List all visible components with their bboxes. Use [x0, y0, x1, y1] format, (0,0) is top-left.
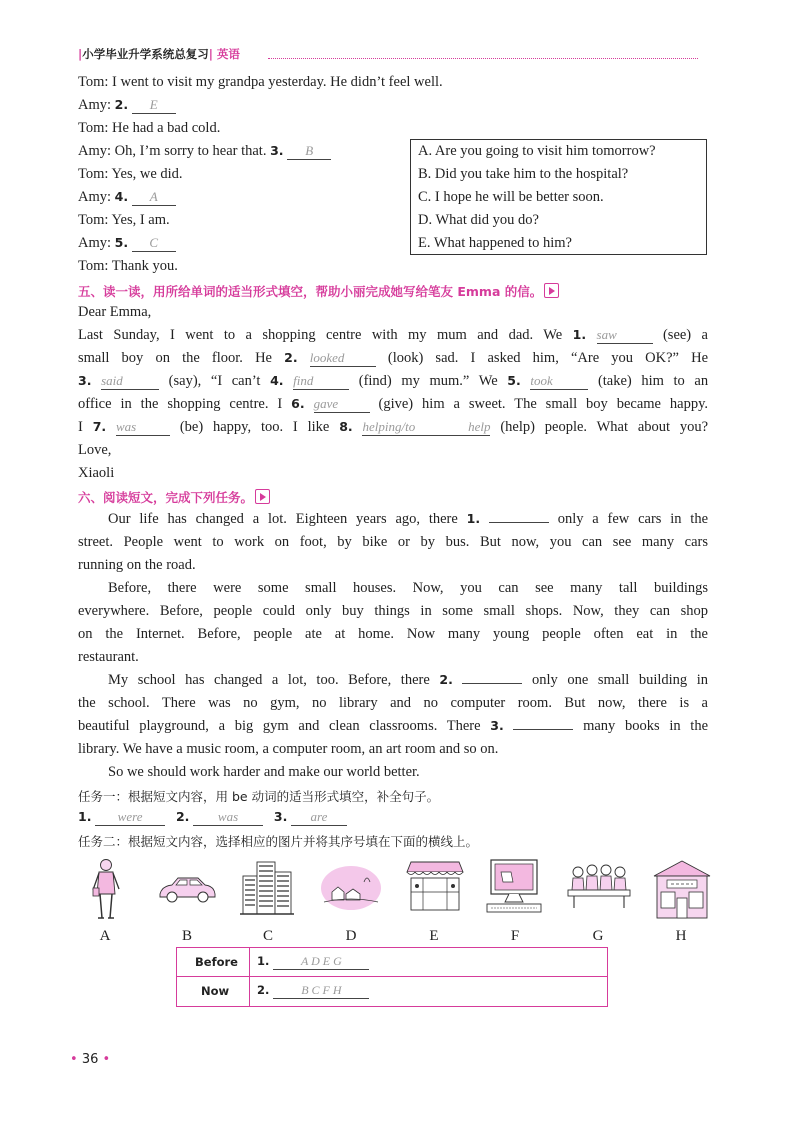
question-number: 4. [114, 189, 129, 204]
dialog-text: I went to visit my grandpa yesterday. He didn’t feel well. [112, 74, 443, 90]
passage-text: many books in the [583, 718, 709, 734]
passage-line [78, 718, 708, 735]
passage-line: Before, there were some small houses. Now, you can see many tall buildings [108, 580, 708, 596]
answer-table [176, 947, 608, 1007]
answer-blank[interactable]: C [132, 235, 176, 252]
letter-text: office in the shopping centre. I [78, 396, 283, 412]
option-e: E. What happened to him? [418, 235, 572, 251]
section-title-text: 六、阅读短文，完成下列任务。 [78, 490, 254, 505]
answer-blank[interactable]: was [193, 809, 263, 826]
letter-line [78, 373, 708, 390]
running-header [78, 46, 240, 62]
answer-blank[interactable]: was [116, 419, 170, 436]
speaker: Tom: [78, 166, 109, 182]
small-shop-picture [403, 858, 467, 919]
passage-line: restaurant. [78, 649, 139, 665]
question-number: 5. [507, 373, 521, 388]
speaker: Tom: [78, 74, 109, 90]
letter-text: small boy on the floor. He [78, 350, 272, 366]
letter-text: (find) my mum.” We [358, 373, 498, 389]
question-number: 3. [78, 373, 92, 388]
letter-text: (help) people. What about you? [500, 419, 709, 435]
passage-line [108, 511, 708, 528]
answer-blank[interactable]: are [291, 809, 347, 826]
small-houses-picture [320, 862, 382, 917]
passage-text: only one small building in [531, 672, 709, 688]
question-number: 8. [339, 419, 353, 434]
dialog-line [78, 235, 176, 252]
answer-blank[interactable] [462, 683, 522, 684]
dialog-line [78, 97, 176, 114]
answer-blank[interactable]: B C F H [273, 983, 369, 999]
picture-label: D [345, 928, 357, 944]
option-a: A. Are you going to visit him tomorrow? [418, 143, 656, 159]
answer-blank[interactable]: saw [597, 327, 653, 344]
answer-blank[interactable] [513, 729, 573, 730]
dialog-text: Yes, we did. [111, 166, 183, 182]
option-c: C. I hope he will be better soon. [418, 189, 604, 205]
header-series: 小学毕业升学系统总复习 [82, 47, 209, 61]
speaker: Amy: [78, 97, 112, 113]
buildings-picture [240, 858, 294, 921]
speaker: Tom: [78, 258, 109, 274]
header-bar: | [78, 47, 83, 61]
play-icon[interactable] [255, 489, 270, 504]
section-6-title [78, 488, 270, 506]
speaker: Amy: [78, 235, 112, 251]
picture-label: E [429, 928, 439, 944]
answer-blank[interactable]: A D E G [273, 954, 369, 970]
picture-label: F [510, 928, 520, 944]
table-row-label: Before [195, 955, 238, 969]
header-divider [268, 58, 698, 59]
person-picture [86, 858, 126, 927]
speaker: Tom: [78, 212, 109, 228]
letter-text: (be) happy, too. I like [179, 419, 330, 435]
question-number: 7. [92, 419, 107, 434]
section-title-text: 五、读一读，用所给单词的适当形式填空，帮助小丽完成她写给笔友 Emma 的信。 [78, 284, 543, 299]
picture-label: C [262, 928, 273, 944]
family-dinner-picture [566, 862, 632, 917]
dialog-line [78, 74, 443, 91]
letter-line [78, 327, 708, 344]
question-number: 3. [270, 143, 284, 158]
question-number: 5. [114, 235, 129, 250]
table-row-answer [257, 983, 369, 999]
answer-blank[interactable]: B [287, 143, 331, 160]
letter-text: Last Sunday, I went to a shopping centre with my mum and dad. We [78, 327, 563, 343]
computer-picture [481, 858, 547, 921]
question-number: 3. [490, 718, 504, 733]
letter-text: (see) a [662, 327, 708, 343]
passage-text: Our life has changed a lot. Eighteen years ago, there [108, 511, 458, 527]
passage-line: running on the road. [78, 557, 196, 573]
answer-blank[interactable]: gave [314, 396, 370, 413]
letter-line [78, 350, 708, 367]
passage-line: the school. There was no gym, no library and no computer room. But now, there is a [78, 695, 708, 711]
table-row-answer [257, 954, 369, 970]
answer-blank[interactable]: find [293, 373, 349, 390]
letter-signature: Xiaoli [78, 465, 115, 481]
passage-line: library. We have a music room, a computer room, an art room and so on. [78, 741, 499, 757]
table-row-label: Now [201, 984, 230, 998]
question-number: 2. [257, 983, 270, 997]
play-icon[interactable] [544, 283, 559, 298]
passage-line [108, 672, 708, 689]
question-number: 4. [270, 373, 284, 388]
passage-line: on the Internet. Before, people ate at home. Now many young people often eat in the [78, 626, 708, 642]
question-number: 1. [257, 954, 270, 968]
picture-label: G [592, 928, 604, 944]
page-number: • 36 • [70, 1052, 111, 1067]
dialog-line [78, 258, 178, 275]
letter-text: (give) him a sweet. The small boy became happy. [378, 396, 709, 412]
header-subject: 英语 [216, 47, 240, 61]
passage-line: everywhere. Before, people could only buy things in some small shops. Now, they can shop [78, 603, 708, 619]
question-number: 2. [175, 809, 190, 824]
passage-text: beautiful playground, a big gym and clean classrooms. There [78, 718, 481, 734]
passage-text: My school has changed a lot, too. Before, there [108, 672, 430, 688]
page-number-text: 36 [81, 1052, 99, 1067]
task-1-answers [78, 809, 347, 826]
option-b: B. Did you take him to the hospital? [418, 166, 629, 182]
question-number: 6. [291, 396, 305, 411]
question-number: 2. [114, 97, 129, 112]
header-bar: | [208, 47, 213, 61]
answer-blank[interactable] [489, 522, 549, 523]
passage-text: only a few cars in the [557, 511, 709, 527]
speaker: Amy: [78, 143, 112, 159]
letter-line [78, 419, 708, 436]
letter-text: (say), “I can’t [168, 373, 261, 389]
answer-blank[interactable]: said [101, 373, 159, 390]
answer-blank[interactable]: helping/to help [362, 419, 491, 434]
dialog-text: He had a bad cold. [112, 120, 221, 136]
dialog-line [78, 212, 170, 229]
dialog-line [78, 189, 176, 206]
question-number: 1. [572, 327, 587, 342]
car-picture [156, 872, 218, 911]
passage-line: street. People went to work on foot, by bike or by bus. But now, you can see many cars [78, 534, 708, 550]
dialog-text: Oh, I’m sorry to hear that. [114, 143, 267, 159]
answer-blank[interactable]: A [132, 189, 176, 206]
letter-greeting: Dear Emma, [78, 304, 152, 320]
question-number: 1. [78, 809, 92, 824]
answer-blank[interactable]: took [530, 373, 588, 390]
task-1-instruction: 任务一：根据短文内容，用 be 动词的适当形式填空，补全句子。 [78, 789, 440, 804]
answer-blank[interactable]: E [132, 97, 176, 114]
letter-closing: Love, [78, 442, 112, 458]
answer-blank[interactable]: were [95, 809, 165, 826]
option-d: D. What did you do? [418, 212, 539, 228]
table-divider [249, 948, 250, 1006]
section-5-title [78, 282, 559, 300]
dialog-line [78, 120, 220, 137]
dialog-text: Thank you. [111, 258, 178, 274]
letter-text: (take) him to an [597, 373, 709, 389]
answer-blank[interactable]: looked [310, 350, 376, 367]
task-2-instruction: 任务二：根据短文内容，选择相应的图片并将其序号填在下面的横线上。 [78, 834, 479, 849]
picture-label: H [675, 928, 687, 944]
restaurant-picture [651, 858, 713, 925]
speaker: Amy: [78, 189, 112, 205]
dialog-line [78, 143, 331, 160]
letter-text: I [78, 419, 83, 435]
letter-text: (look) sad. I asked him, “Are you OK?” He [387, 350, 709, 366]
letter-line [78, 396, 708, 413]
passage-line: So we should work harder and make our world better. [108, 764, 420, 780]
question-number: 2. [439, 672, 453, 687]
question-number: 2. [284, 350, 298, 365]
question-number: 3. [273, 809, 288, 824]
picture-label: B [181, 928, 192, 944]
dialog-line [78, 166, 183, 183]
speaker: Tom: [78, 120, 109, 136]
question-number: 1. [466, 511, 481, 526]
dialog-text: Yes, I am. [111, 212, 170, 228]
table-divider [177, 976, 607, 977]
picture-label: A [99, 928, 111, 944]
